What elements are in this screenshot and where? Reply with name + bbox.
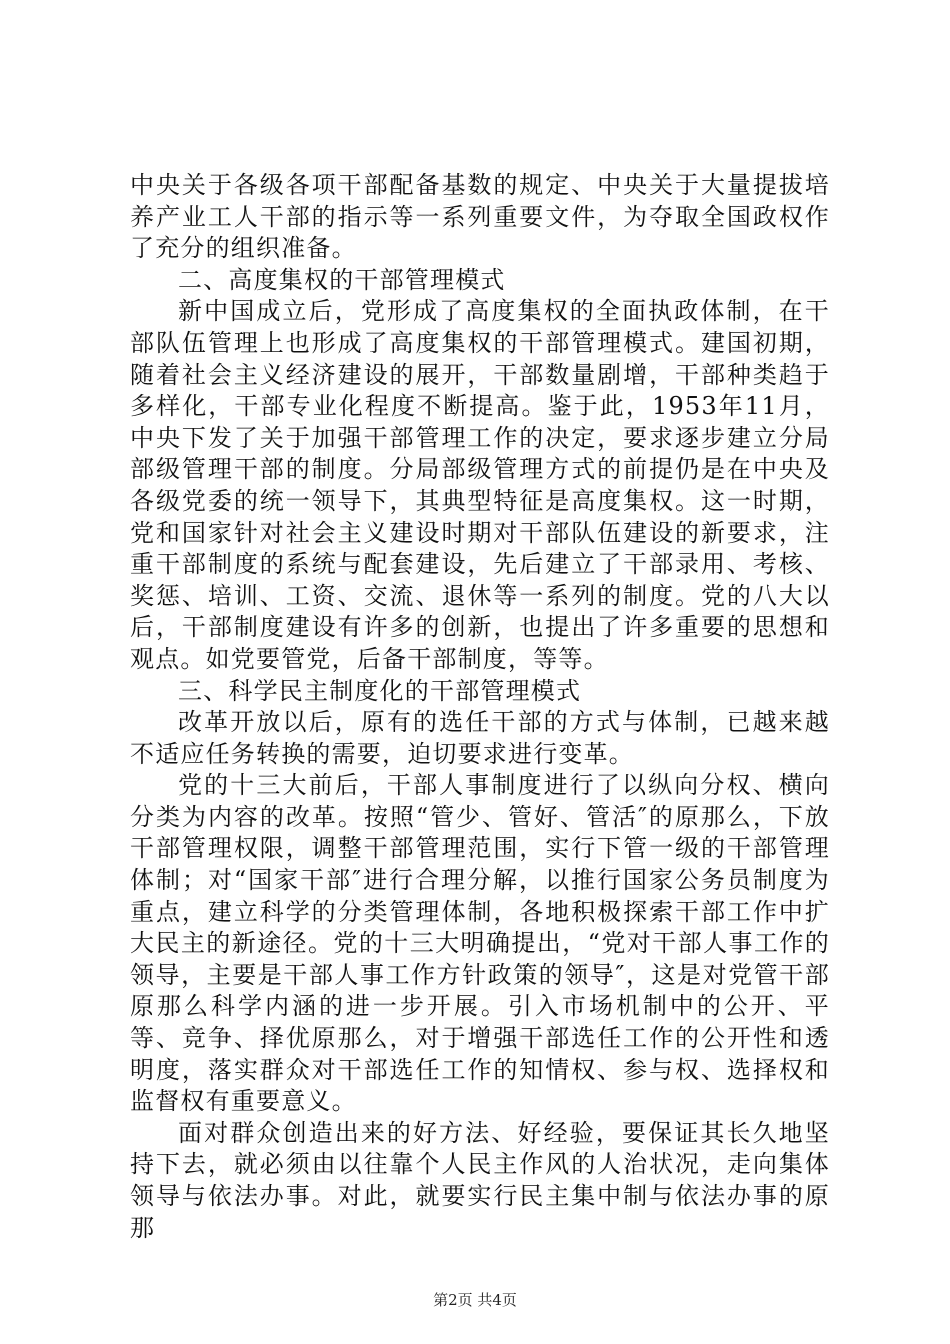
paragraph-6: 党的十三大前后，干部人事制度进行了以纵向分权、横向分类为内容的改革。按照“管少、管好、管活″的原那么，下放干部管理权限，调整干部管理范围，实行下管一级的干部管理体制；对“国家干部″进行合理分解，以推行国家公务员制度为重点，建立科学的分类管理体制，各地积极探索干部工作中扩大民主的新途径。党的十三大明确提出，“党对干部人事工作的领导，主要是干部人事工作方针政策的领导″，这是对党管干部原那么科学内涵的进一步开展。引入市场机制中的公开、平等、竞争、择优原那么，对于增强干部选任工作的公开性和透明度，落实群众对干部选任工作的知情权、参与权、选择权和监督权有重要意义。	[130, 771, 830, 1116]
section-heading-2: 二、高度集权的干部管理模式	[178, 265, 506, 294]
page-number-footer: 第2页 共4页	[433, 1291, 517, 1309]
paragraph-7: 面对群众创造出来的好方法、好经验，要保证其长久地坚持下去，就必须由以往靠个人民主作风的人治状况，走向集体领导与依法办事。对此，就要实行民主集中制与依法办事的原那	[130, 1118, 830, 1242]
paragraph-1: 中央关于各级各项干部配备基数的规定、中央关于大量提拔培养产业工人干部的指示等一系列重要文件，为夺取全国政权作了充分的组织准备。	[130, 171, 830, 263]
document-body	[130, 170, 830, 1244]
section-heading-3: 三、科学民主制度化的干部管理模式	[178, 676, 582, 705]
paragraph-5: 改革开放以后，原有的选任干部的方式与体制，已越来越不适应任务转换的需要，迫切要求进行变革。	[130, 708, 830, 768]
paragraph-3: 新中国成立后，党形成了高度集权的全面执政体制，在干部队伍管理上也形成了高度集权的干部管理模式。建国初期，随着社会主义经济建设的展开，干部数量剧增，干部种类趋于多样化，干部专业化程度不断提高。鉴于此，1953年11月，中央下发了关于加强干部管理工作的决定，要求逐步建立分局部级管理干部的制度。分局部级管理方式的前提仍是在中央及各级党委的统一领导下，其典型特征是高度集权。这一时期，党和国家针对社会主义建设时期对干部队伍建设的新要求，注重干部制度的系统与配套建设，先后建立了干部录用、考核、奖惩、培训、工资、交流、退休等一系列的制度。党的八大以后，干部制度建设有许多的创新，也提出了许多重要的思想和观点。如党要管党，后备干部制度，等等。	[130, 297, 830, 673]
